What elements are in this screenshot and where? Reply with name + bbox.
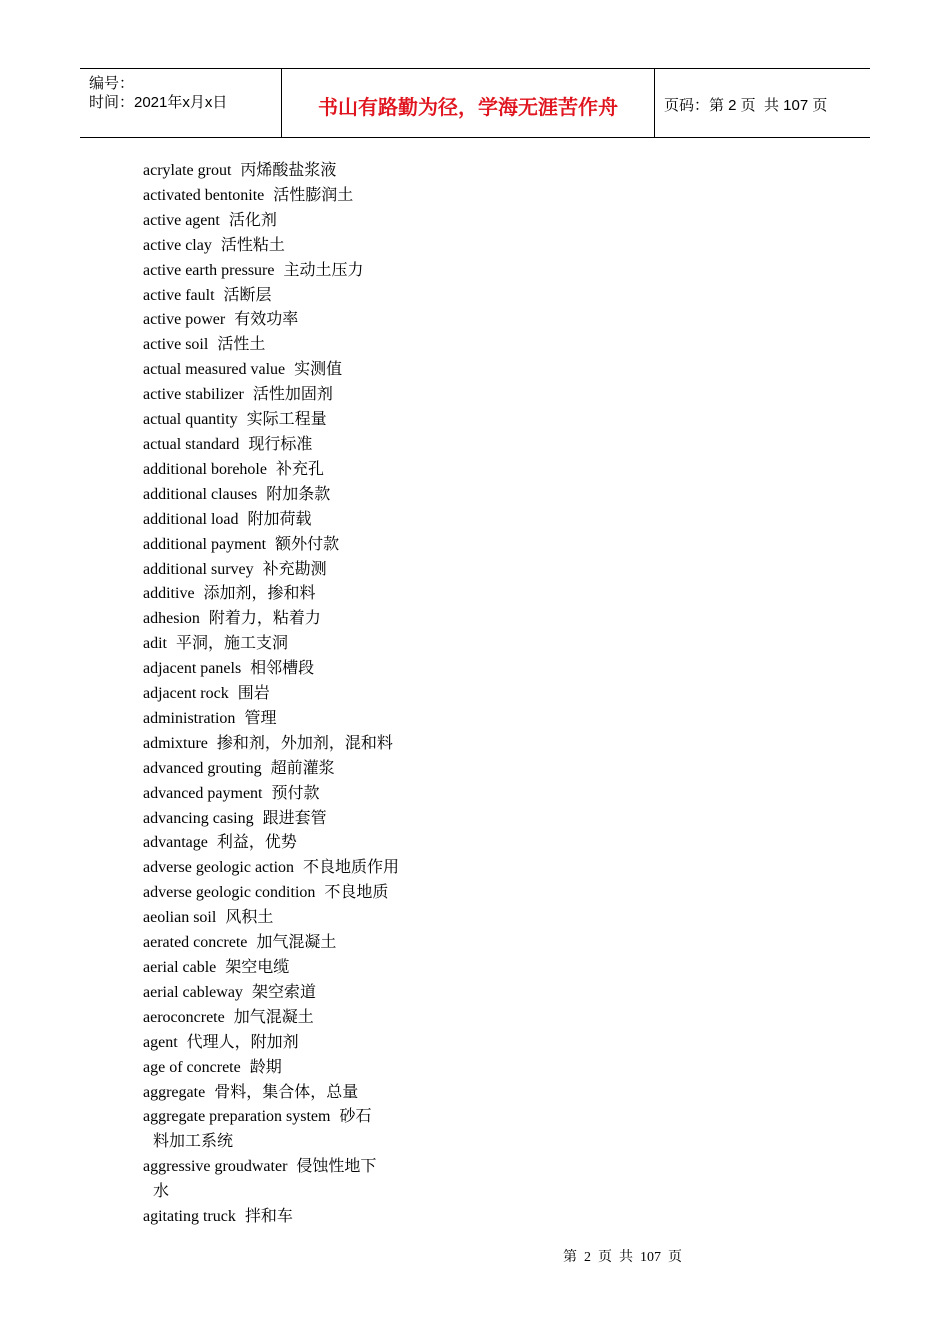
glossary-entry (143, 1105, 443, 1155)
glossary-entry (143, 931, 443, 956)
entry-english-term: active clay (143, 236, 212, 254)
entry-english-term: adjacent rock (143, 685, 229, 703)
entry-english-term: aggressive groudwater (143, 1158, 288, 1176)
glossary-entry (143, 757, 443, 782)
entry-chinese-term: 附加条款 (266, 485, 331, 503)
entry-chinese-term: 活性膨润土 (273, 186, 354, 204)
entry-chinese-term: 活化剂 (228, 211, 277, 229)
entry-chinese-term: 拌和车 (244, 1208, 293, 1226)
entry-chinese-term: 丙烯酸盐浆液 (240, 162, 337, 179)
entry-english-term: active stabilizer (143, 386, 244, 404)
entry-english-term: aggregate (143, 1083, 206, 1101)
serial-number-label: 编号： (89, 75, 135, 92)
entry-english-term: aerial cable (143, 959, 217, 976)
glossary-entry (143, 732, 443, 757)
glossary-entry (143, 483, 443, 508)
entry-chinese-term: 架空电缆 (225, 959, 290, 976)
entry-english-term: aeolian soil (143, 909, 217, 927)
entry-english-term: advancing casing (143, 809, 254, 827)
entry-english-term: aerated concrete (143, 934, 248, 952)
entry-english-term: aerial cableway (143, 983, 243, 1001)
entry-chinese-term: 平洞，施工支洞 (176, 635, 289, 653)
entry-english-term: adjacent panels (143, 660, 242, 678)
glossary-entry (143, 782, 443, 807)
glossary-entry (143, 956, 443, 981)
entry-english-term: additional payment (143, 535, 267, 553)
entry-english-term: aggregate preparation system (143, 1108, 331, 1126)
entry-chinese-term: 不良地质作用 (303, 859, 400, 877)
glossary-list (143, 159, 443, 1230)
entry-chinese-term: 有效功率 (234, 311, 299, 329)
entry-chinese-term: 附着力，粘着力 (208, 610, 321, 628)
glossary-entry (143, 1155, 443, 1205)
glossary-entry (143, 284, 443, 309)
entry-chinese-term: 相邻槽段 (250, 660, 315, 678)
entry-chinese-term: 龄期 (249, 1058, 282, 1076)
entry-english-term: active soil (143, 336, 209, 354)
glossary-entry (143, 632, 443, 657)
glossary-entry (143, 1006, 443, 1031)
glossary-entry (143, 259, 443, 284)
entry-chinese-term: 超前灌浆 (270, 759, 335, 777)
entry-english-term: additional load (143, 510, 239, 528)
glossary-entry (143, 408, 443, 433)
page-indicator: 页码：第 2 页 共 107 页 (664, 97, 828, 114)
entry-english-term: additional clauses (143, 485, 258, 503)
glossary-entry (143, 184, 443, 209)
glossary-entry (143, 582, 443, 607)
page-header (80, 68, 870, 138)
glossary-entry (143, 1056, 443, 1081)
glossary-entry (143, 707, 443, 732)
glossary-entry (143, 881, 443, 906)
entry-chinese-term: 侵蚀性地下 (296, 1158, 377, 1176)
header-pager-cell (655, 69, 870, 137)
glossary-entry (143, 533, 443, 558)
glossary-entry (143, 1205, 443, 1230)
glossary-entry (143, 831, 443, 856)
page-footer: 第 2 页 共 107 页 (563, 1250, 682, 1265)
entry-english-term: agent (143, 1033, 178, 1051)
entry-chinese-term: 架空索道 (251, 983, 316, 1001)
glossary-entry (143, 383, 443, 408)
header-motto-cell (282, 69, 655, 137)
date-label: 时间：2021年x月x日 (89, 94, 228, 111)
entry-english-term: active agent (143, 211, 220, 229)
glossary-entry (143, 234, 443, 259)
entry-english-term: aeroconcrete (143, 1008, 225, 1026)
entry-chinese-term: 预付款 (271, 784, 320, 802)
entry-english-term: administration (143, 709, 236, 727)
entry-chinese-term: 实测值 (294, 361, 343, 379)
entry-chinese-term: 活断层 (223, 286, 272, 304)
glossary-entry (143, 358, 443, 383)
entry-chinese-term: 利益，优势 (216, 834, 297, 852)
entry-english-term: adverse geologic condition (143, 884, 316, 902)
entry-chinese-term: 砂石 (339, 1108, 372, 1126)
entry-english-term: advanced payment (143, 784, 263, 802)
entry-english-term: active earth pressure (143, 261, 275, 279)
entry-english-term: adit (143, 635, 167, 653)
glossary-entry (143, 308, 443, 333)
entry-chinese-term-continued: 水 (153, 1183, 170, 1201)
glossary-entry (143, 906, 443, 931)
glossary-entry (143, 657, 443, 682)
entry-chinese-term: 加气混凝土 (256, 934, 337, 952)
entry-english-term: actual standard (143, 435, 240, 453)
entry-chinese-term: 代理人，附加剂 (186, 1033, 299, 1051)
glossary-entry (143, 508, 443, 533)
header-meta-cell (80, 69, 282, 137)
glossary-entry (143, 333, 443, 358)
entry-english-term: adverse geologic action (143, 859, 295, 877)
entry-english-term: adhesion (143, 610, 200, 628)
glossary-entry (143, 209, 443, 234)
entry-english-term: active fault (143, 286, 215, 304)
glossary-entry (143, 159, 443, 184)
entry-chinese-term: 补充孔 (275, 460, 324, 478)
glossary-entry (143, 807, 443, 832)
entry-chinese-term: 骨料，集合体，总量 (214, 1083, 359, 1101)
entry-chinese-term: 加气混凝土 (233, 1008, 314, 1026)
glossary-entry (143, 607, 443, 632)
entry-chinese-term: 活性土 (217, 336, 266, 354)
entry-chinese-term: 补充勘测 (262, 560, 327, 578)
glossary-entry (143, 433, 443, 458)
glossary-entry (143, 558, 443, 583)
glossary-entry (143, 856, 443, 881)
glossary-entry (143, 458, 443, 483)
entry-chinese-term: 额外付款 (275, 535, 340, 553)
entry-english-term: admixture (143, 734, 208, 752)
glossary-entry (143, 1081, 443, 1106)
entry-chinese-term: 掺和剂，外加剂，混和料 (216, 734, 393, 752)
entry-english-term: agitating truck (143, 1208, 236, 1226)
entry-english-term: activated bentonite (143, 186, 265, 204)
entry-english-term: acrylate grout (143, 162, 232, 179)
entry-chinese-term-continued: 料加工系统 (153, 1133, 234, 1151)
glossary-entry (143, 682, 443, 707)
entry-chinese-term: 管理 (244, 709, 277, 727)
entry-english-term: additional borehole (143, 460, 267, 478)
entry-chinese-term: 风积土 (225, 909, 274, 927)
glossary-entry (143, 1031, 443, 1056)
entry-chinese-term: 活性加固剂 (252, 386, 333, 404)
entry-english-term: additive (143, 585, 195, 603)
entry-chinese-term: 实际工程量 (246, 411, 327, 429)
glossary-entry (143, 981, 443, 1006)
entry-chinese-term: 跟进套管 (262, 809, 327, 827)
entry-chinese-term: 主动土压力 (283, 261, 364, 279)
entry-chinese-term: 围岩 (237, 685, 270, 703)
entry-chinese-term: 活性粘土 (220, 236, 285, 254)
entry-english-term: advanced grouting (143, 759, 262, 777)
entry-english-term: advantage (143, 834, 208, 852)
entry-chinese-term: 现行标准 (248, 435, 313, 453)
motto-text: 书山有路勤为径，学海无涯苦作舟 (318, 95, 618, 119)
entry-english-term: age of concrete (143, 1058, 241, 1076)
entry-english-term: additional survey (143, 560, 254, 578)
entry-chinese-term: 添加剂，掺和料 (203, 585, 316, 603)
entry-english-term: actual quantity (143, 411, 238, 429)
entry-english-term: active power (143, 311, 226, 329)
entry-chinese-term: 附加荷载 (247, 510, 312, 528)
entry-chinese-term: 不良地质 (324, 884, 389, 902)
entry-english-term: actual measured value (143, 361, 286, 379)
